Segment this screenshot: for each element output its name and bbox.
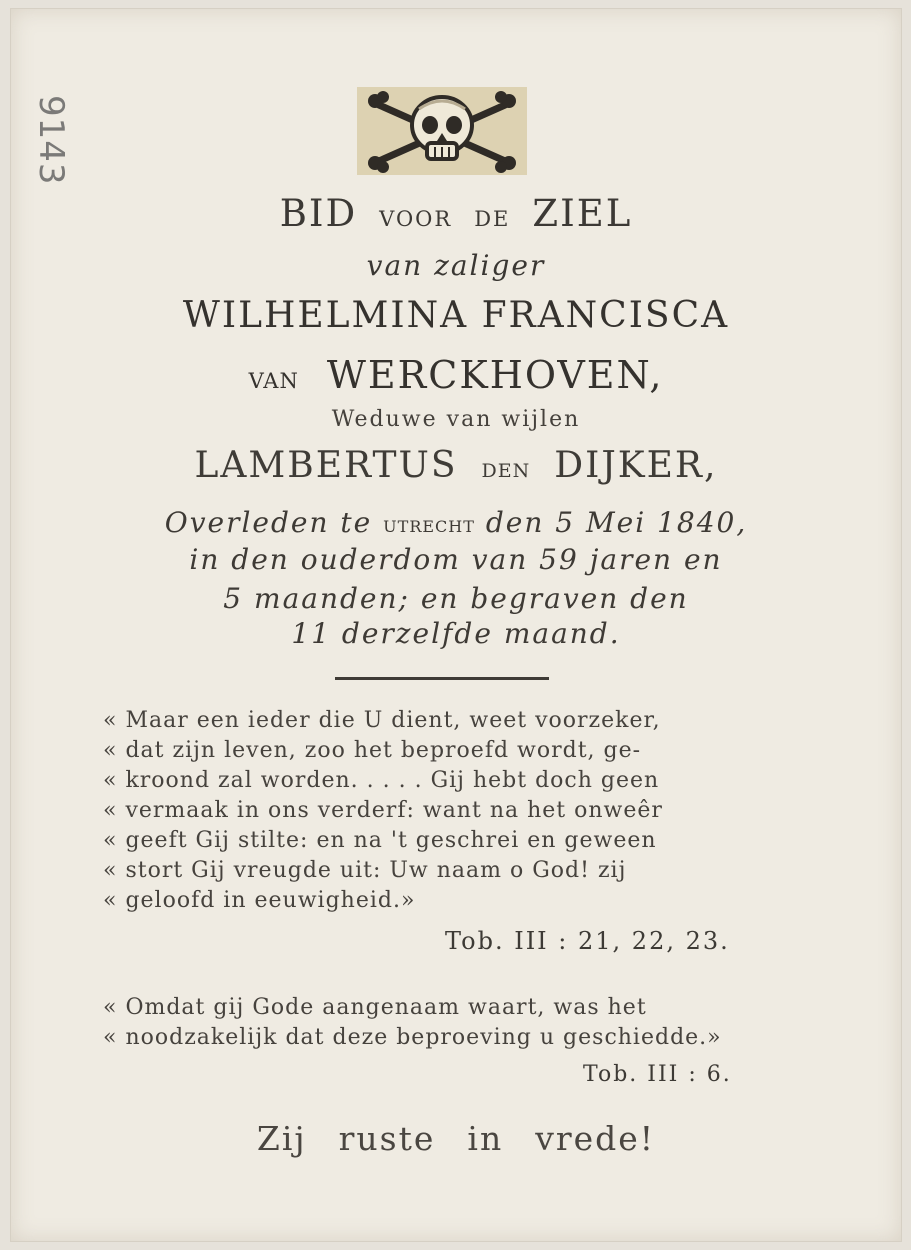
deceased-surname-line: [11, 353, 901, 397]
deceased-surname: WERCKHOVEN,: [326, 353, 664, 397]
age-line: in den ouderdom van 59 jaren en: [189, 543, 723, 576]
husband-prefix: DEN: [481, 460, 531, 482]
title-ziel: ZIEL: [532, 192, 633, 235]
scripture-reference-2: Tob. III : 6.: [583, 1062, 732, 1087]
deceased-given-names: WILHELMINA FRANCISCA: [182, 295, 730, 336]
closing-word: in: [467, 1119, 504, 1158]
quote-line: « geeft Gij stilte: en na 't geschrei en geween: [103, 828, 657, 853]
skull-crossbones-drawing: [357, 87, 527, 175]
van-zaliger: van zaliger: [366, 249, 546, 282]
husband-surname: DIJKER,: [554, 445, 718, 486]
death-text-b: den 5 Mei 1840,: [485, 506, 748, 539]
closing-word: ruste: [338, 1119, 436, 1158]
scripture-reference-1: Tob. III : 21, 22, 23.: [445, 927, 730, 955]
widow-of-line: Weduwe van wijlen: [331, 407, 581, 432]
closing-word: Zij: [256, 1119, 307, 1158]
burial-date-line: 11 derzelfde maand.: [291, 617, 621, 650]
title-line: [11, 192, 901, 235]
title-voor: VOOR: [379, 207, 453, 231]
scripture-quote-1: [103, 706, 793, 916]
husband-name-line: [11, 445, 901, 486]
death-text-a: Overleden te: [164, 506, 373, 539]
husband-first-name: LAMBERTUS: [194, 445, 458, 486]
archive-number: 9143: [31, 95, 71, 186]
death-city: UTRECHT: [383, 517, 475, 536]
quote-line: « stort Gij vreugde uit: Uw naam o God! zij: [103, 858, 627, 883]
surname-prefix: VAN: [248, 369, 299, 393]
quote-line: « Maar een ieder die U dient, weet voorzeker,: [103, 708, 661, 733]
quote-line: « dat zijn leven, zoo het beproefd wordt, ge-: [103, 738, 642, 763]
quote-line: « geloofd in eeuwigheid.»: [103, 888, 416, 913]
closing-blessing: [11, 1119, 901, 1158]
quote-line: « Omdat gij Gode aangenaam waart, was het: [103, 995, 647, 1020]
quote-line: « kroond zal worden. . . . . Gij hebt doch geen: [103, 768, 660, 793]
title-bid: BID: [279, 192, 358, 235]
title-de: DE: [474, 207, 511, 231]
quote-line: « noodzakelijk dat deze beproeving u geschiedde.»: [103, 1025, 722, 1050]
closing-word: vrede!: [535, 1119, 656, 1158]
skull-crossbones-icon: [357, 87, 527, 175]
divider-rule: [335, 677, 549, 680]
burial-line: 5 maanden; en begraven den: [223, 582, 689, 615]
quote-line: « vermaak in ons verderf: want na het onweêr: [103, 798, 663, 823]
death-date-line: [11, 506, 901, 539]
memorial-card: [10, 8, 902, 1242]
scripture-quote-2: [103, 993, 793, 1053]
